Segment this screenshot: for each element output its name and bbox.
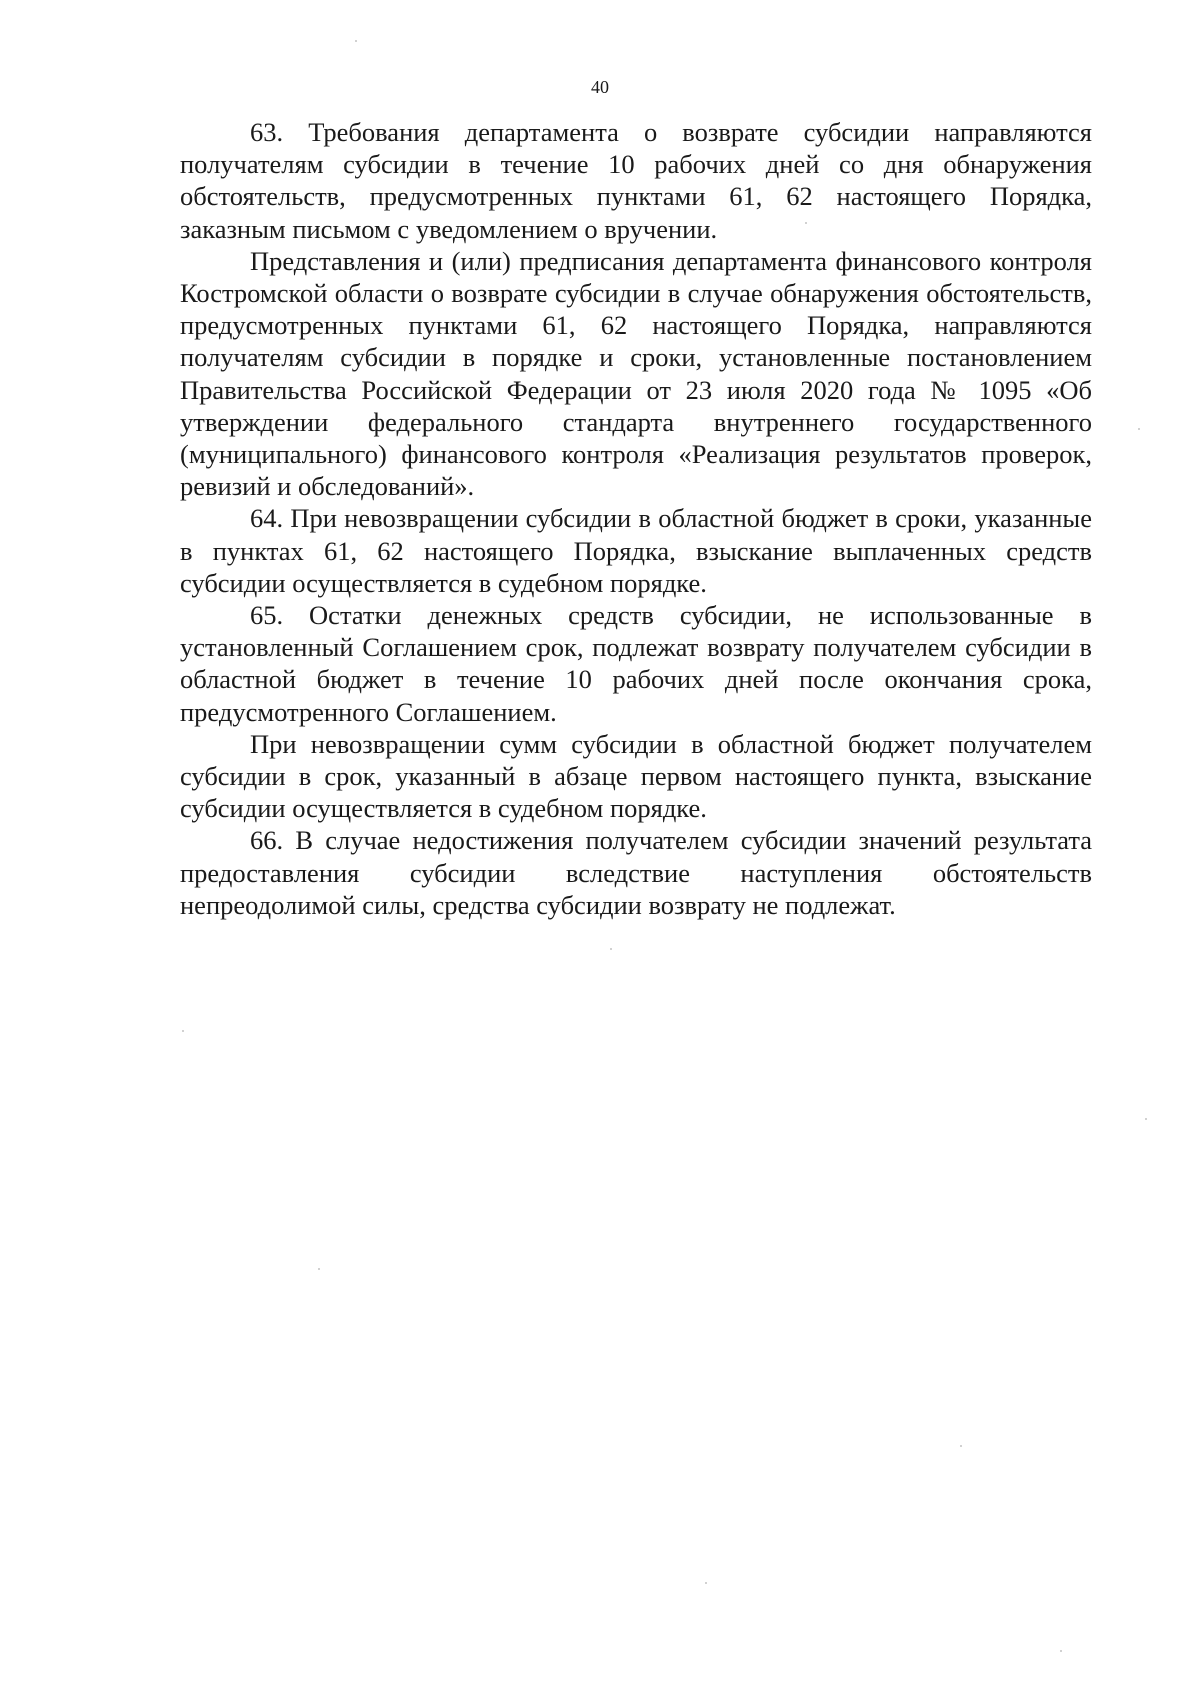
paragraph-63-representations: Представления и (или) предписания департамента финансового контроля Костромской области о возврате субсидии в случае обнаружения обстоятельств, предусмотренных пунктами 61, 62 настоящего Порядка, направляются получателям субсидии в порядке и сроки, установленные постановлением Правительства Российской Федерации от 23 июля 2020 года № 1095 «Об утверждении федерального стандарта внутреннего государственного (муниципального) финансового контроля «Реализация результатов проверок, ревизий и обследований». <box>180 245 1092 502</box>
page-number: 40 <box>591 77 609 97</box>
paragraph-66: 66. В случае недостижения получателем субсидии значений результата предоставления субсидии вследствие наступления обстоятельств непреодолимой силы, средства субсидии возврату не подлежат. <box>180 825 1092 920</box>
scan-speck <box>610 948 612 950</box>
scan-speck <box>705 1582 707 1584</box>
paragraph-64: 64. При невозвращении субсидии в областной бюджет в сроки, указанные в пунктах 61, 62 настоящего Порядка, взыскание выплаченных средств субсидии осуществляется в судебном порядке. <box>180 503 1092 598</box>
document-body <box>180 116 1092 921</box>
paragraph-65: 65. Остатки денежных средств субсидии, не использованные в установленный Соглашением срок, подлежат возврату получателем субсидии в областной бюджет в течение 10 рабочих дней после окончания срока, предусмотренного Соглашением. <box>180 600 1092 727</box>
scan-speck <box>182 1030 184 1032</box>
paragraph-63: 63. Требования департамента о возврате субсидии направляются получателям субсидии в течение 10 рабочих дней со дня обнаружения обстоятельств, предусмотренных пунктами 61, 62 настоящего Порядка, заказным письмом с уведомлением о вручении. <box>180 117 1092 244</box>
scan-speck <box>805 222 807 224</box>
scan-speck <box>960 1445 962 1447</box>
paragraph-65-nonreturn: При невозвращении сумм субсидии в областной бюджет получателем субсидии в срок, указанный в абзаце первом настоящего пункта, взыскание субсидии осуществляется в судебном порядке. <box>180 728 1092 824</box>
scan-speck <box>318 1268 320 1270</box>
scan-speck <box>1138 428 1140 430</box>
scan-speck <box>1060 1650 1062 1652</box>
scan-speck <box>355 40 357 42</box>
scan-speck <box>1145 1118 1147 1120</box>
